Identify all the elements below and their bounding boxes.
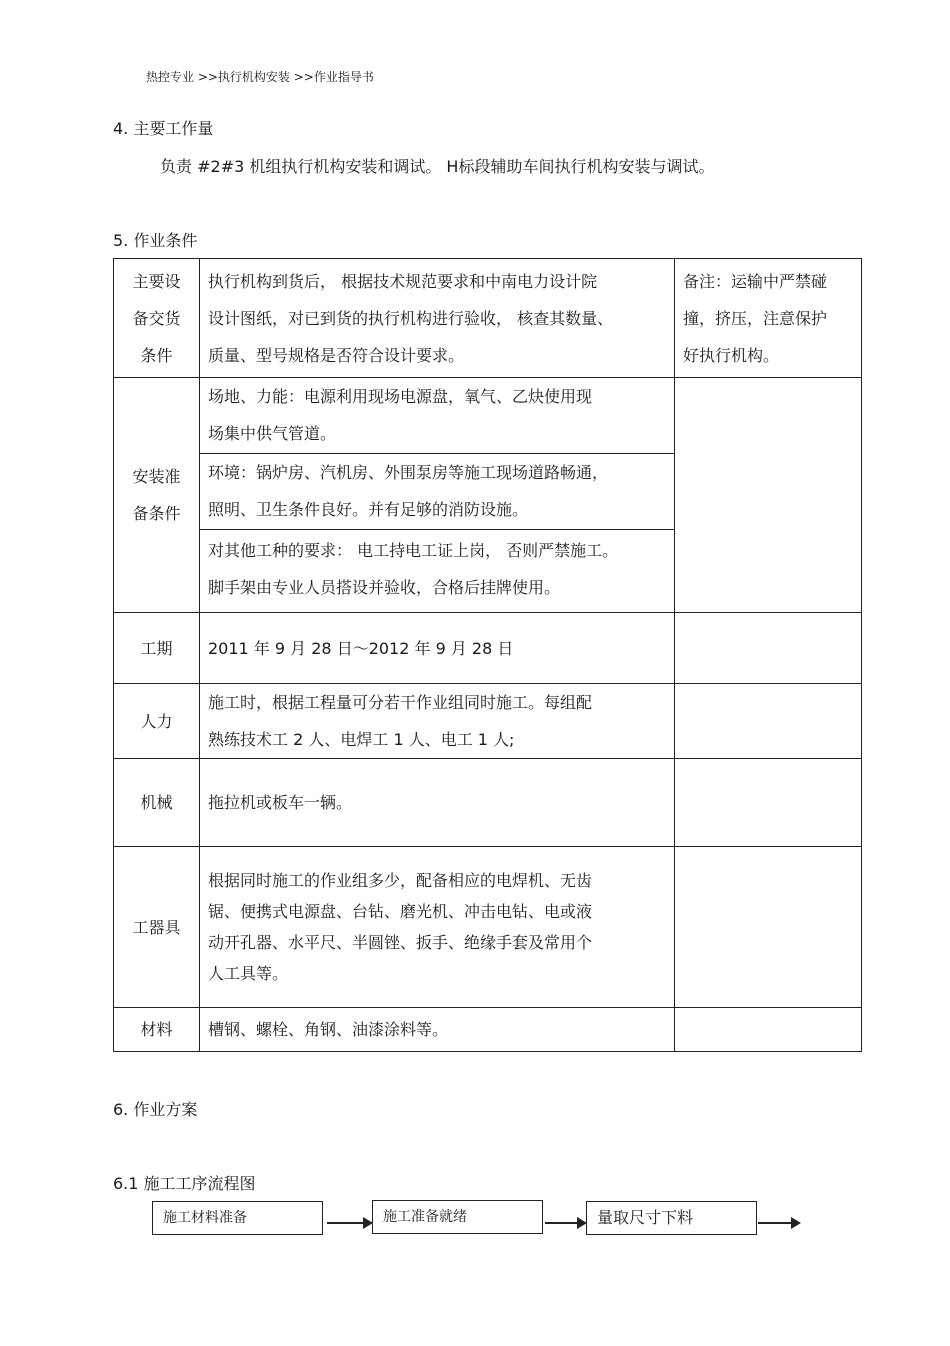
- table-row-materials: [114, 1008, 862, 1052]
- label-line: 备条件: [132, 504, 181, 523]
- row-note-manpower: [675, 684, 862, 759]
- work-conditions-table: [113, 258, 862, 1052]
- flow-arrow-icon: [758, 1222, 799, 1224]
- flow-step-measure-cut: 量取尺寸下料: [586, 1201, 757, 1235]
- content-line: 施工时，根据工程量可分若干作业组同时施工。每组配: [208, 693, 593, 712]
- content-line: 根据同时施工的作业组多少，配备相应的电焊机、无齿: [208, 871, 593, 890]
- content-line: 熟练技术工 2 人、电焊工 1 人、电工 1 人;: [208, 730, 515, 749]
- row-note-tools: [675, 847, 862, 1008]
- row-content-tools: [200, 847, 675, 1008]
- row-content-materials: 槽钢、螺栓、角钢、油漆涂料等。: [200, 1008, 675, 1052]
- table-row-installation-prep: [114, 378, 862, 613]
- breadcrumb: 热控专业 >>执行机构安装 >>作业指导书: [146, 70, 374, 84]
- row-content-manpower: [200, 684, 675, 759]
- row-label-materials: 材料: [114, 1008, 200, 1052]
- label-line: 备交货: [132, 308, 181, 328]
- note-line: 撞，挤压，注意保护: [683, 308, 828, 328]
- row-label-schedule: 工期: [114, 613, 200, 684]
- row-note-installation-prep: [675, 378, 862, 613]
- table-row-schedule: [114, 613, 862, 684]
- note-line: 好执行机构。: [683, 345, 780, 365]
- sub-cell-environment: [200, 453, 674, 529]
- label-line: 安装准: [132, 467, 181, 486]
- row-label-machinery: 机械: [114, 759, 200, 847]
- flow-arrow-icon: [545, 1222, 585, 1224]
- flow-arrow-icon: [327, 1222, 371, 1224]
- row-note-machinery: [675, 759, 862, 847]
- flow-step-materials-prep: 施工材料准备: [152, 1201, 323, 1235]
- section-4-text: 负责 #2#3 机组执行机构安装和调试。 H标段辅助车间执行机构安装与调试。: [160, 157, 715, 176]
- section-4-heading: 4. 主要工作量: [113, 119, 214, 138]
- section-6-heading: 6. 作业方案: [113, 1100, 198, 1119]
- note-line: 备注：运输中严禁碰: [683, 271, 828, 291]
- sub-cell-other-trades: [200, 529, 674, 612]
- content-line: 脚手架由专业人员搭设并验收，合格后挂牌使用。: [208, 578, 561, 597]
- row-label-equipment-delivery: [114, 259, 200, 378]
- row-note-materials: [675, 1008, 862, 1052]
- table-row-manpower: [114, 684, 862, 759]
- content-line: 环境：锅炉房、汽机房、外围泵房等施工现场道路畅通，: [208, 463, 609, 482]
- flow-step-prep-ready: 施工准备就绪: [372, 1200, 543, 1234]
- sub-cell-site-power: [200, 378, 674, 453]
- row-label-installation-prep: [114, 378, 200, 613]
- content-line: 人工具等。: [208, 964, 289, 983]
- row-content-equipment-delivery: [200, 259, 675, 378]
- row-content-schedule: 2011 年 9 月 28 日～2012 年 9 月 28 日: [200, 613, 675, 684]
- section-5-heading: 5. 作业条件: [113, 231, 198, 250]
- label-line: 条件: [140, 345, 173, 365]
- row-label-manpower: 人力: [114, 684, 200, 759]
- table-row-equipment-delivery: [114, 259, 862, 378]
- row-note-equipment-delivery: [675, 259, 862, 378]
- label-line: 主要设: [132, 271, 181, 291]
- content-line: 锯、便携式电源盘、台钻、磨光机、冲击电钻、电或液: [208, 902, 593, 921]
- row-label-tools: 工器具: [114, 847, 200, 1008]
- row-note-schedule: [675, 613, 862, 684]
- content-line: 质量、型号规格是否符合设计要求。: [208, 345, 465, 365]
- content-line: 执行机构到货后， 根据技术规范要求和中南电力设计院: [208, 271, 598, 291]
- content-line: 对其他工种的要求： 电工持电工证上岗， 否则严禁施工。: [208, 541, 619, 560]
- content-line: 照明、卫生条件良好。并有足够的消防设施。: [208, 500, 529, 519]
- section-6-1-heading: 6.1 施工工序流程图: [113, 1174, 256, 1193]
- table-row-tools: [114, 847, 862, 1008]
- table-row-machinery: [114, 759, 862, 847]
- row-content-installation-prep: [200, 378, 675, 613]
- content-line: 设计图纸，对已到货的执行机构进行验收， 核查其数量、: [208, 308, 614, 328]
- row-content-machinery: 拖拉机或板车一辆。: [200, 759, 675, 847]
- content-line: 场集中供气管道。: [208, 424, 337, 443]
- content-line: 动开孔器、水平尺、半圆锉、扳手、绝缘手套及常用个: [208, 933, 593, 952]
- content-line: 场地、力能：电源利用现场电源盘，氧气、乙炔使用现: [208, 387, 593, 406]
